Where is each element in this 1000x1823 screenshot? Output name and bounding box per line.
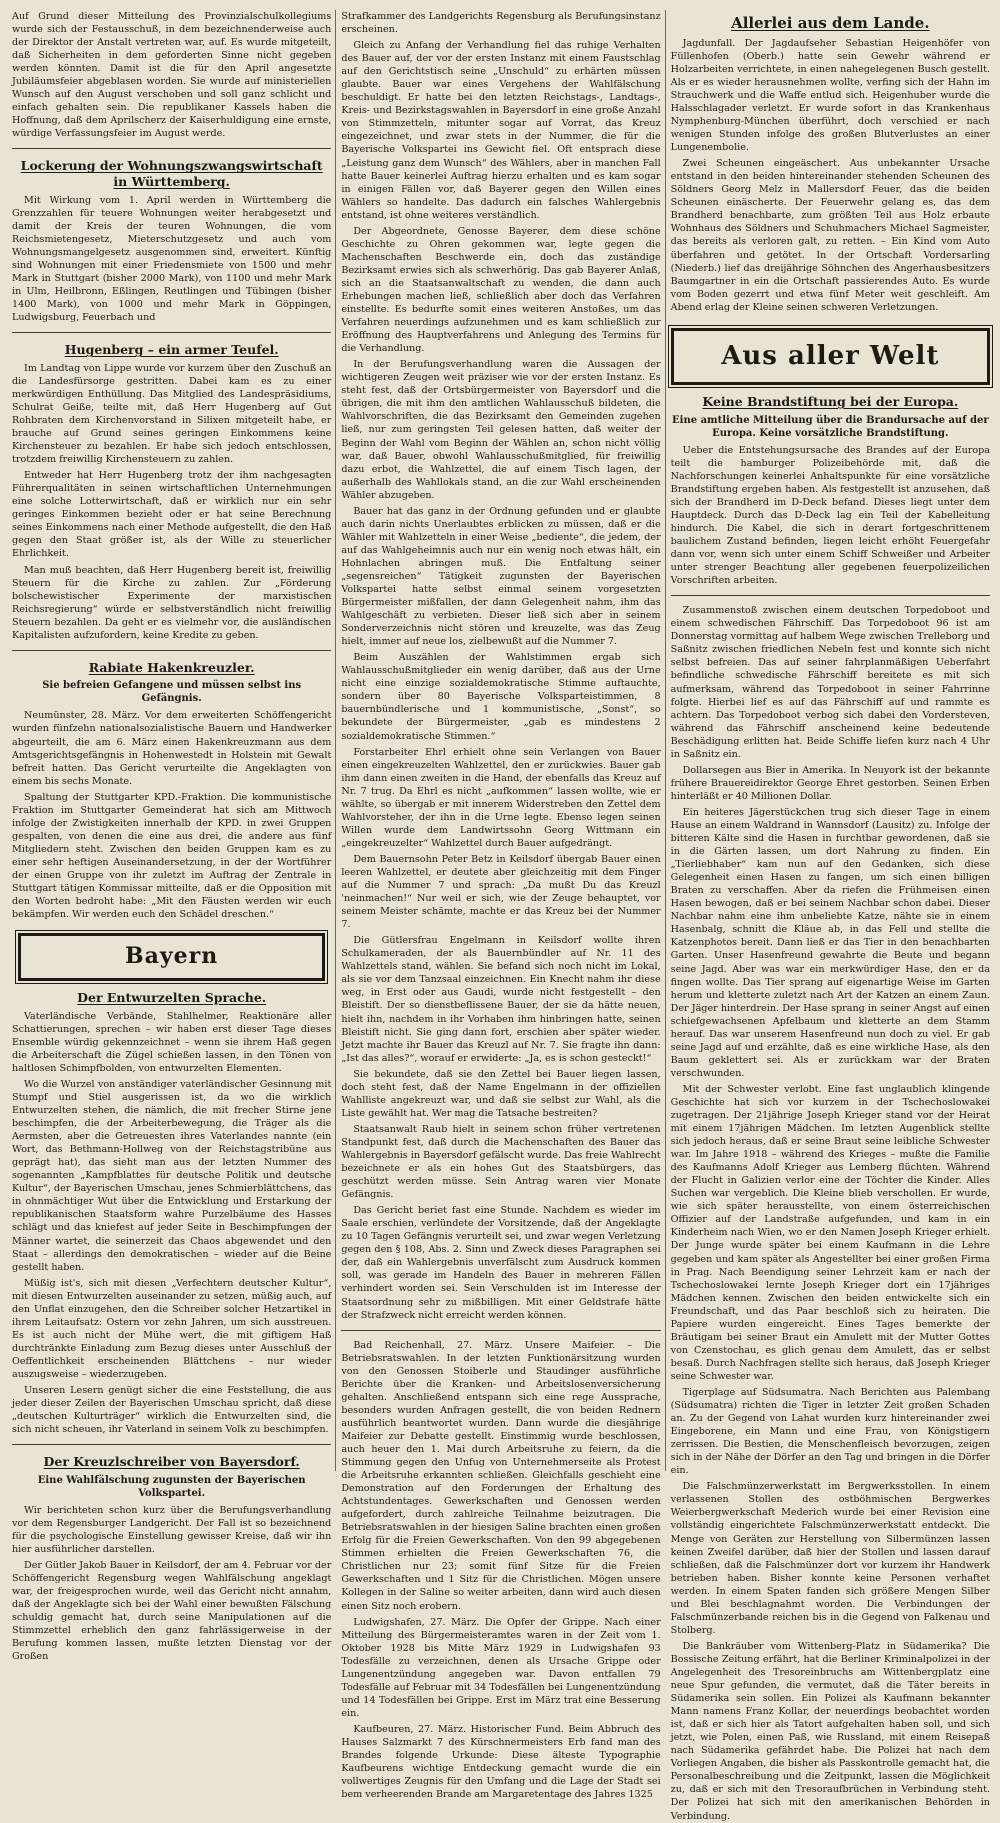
intro-paragraph: Auf Grund dieser Mitteilung des Provinzialschulkollegiums wurde sich der Festausschuß, in dem bezeichnenderweise auch der Direktor der Anstalt vertreten war, auf. Es wurde mitgeteilt, daß Sicherheiten in dem geforderten Sinne nicht gegeben werden könnten. Damit ist die für den April angesetzte Jubiläumsfeier abgeblasen worden. Sie wurde auf ministeriellen Wunsch auf den August verschoben und soll ganz schlicht und einfach gehalten sein. Die republikaner Kassels haben die Hoffnung, daß dem Aprilscherz der Kaiserhuldigung eine ernste, würdige Verfassungsfeier im August werde. xyxy=(12,11,332,140)
news-item: Mit der Schwester verlobt. Eine fast unglaublich klingende Geschichte hat sich vor kurzem in der Tschechoslowakei zugetragen. Der 21jährige Joseph Krieger stand vor der Heirat mit einem 17jährigen Mädchen. Im letzten Augenblick stellte sich jedoch heraus, daß er seine Braut seine leibliche Schwester war. Im Jahre 1918 – während des Krieges – mußte die Familie des Kaufmanns Adolf Krieger aus Lemberg flüchten. Während der Flucht in Galizien verlor eine der Töchter die Kinder. Alles Suchen war vergeblich. Die Kleine blieb verschollen. Er wurde, wie sich später herausstellte, von einem österreichischen Offizier auf der Landstraße aufgefunden, und kam in ein Kinderheim nach Wien, wo er den Namen Joseph Krieger erhielt. Der Junge wurde später bei einem Kaufmann in die Lehre gegeben und kam später als Angestellter bei einer großen Firma in Prag. Nach Beendigung seiner Lehrzeit kam er nach der Tschechoslowakei lernte Joseph Krieger dort ein 17jähriges Mädchen kennen. Zwischen den beiden entwickelte sich ein Freundschaft, und das Paar beschloß sich zu heiraten. Die Papiere wurden eingereicht. Eines Tages bemerkte der Bräutigam bei seiner Braut ein Amulett mit der Mutter Gottes von Czenstochau, es glich genau dem Amulett, das er selbst besaß. Durch Nachfragen stellte sich heraus, daß Joseph Krieger seine Schwester war. xyxy=(670,1083,990,1382)
section-header-bayern: Bayern xyxy=(18,933,325,981)
news-item: Dollarsegen aus Bier in Amerika. In Neuyork ist der bekannte frühere Brauereidirektor George Ehret gestorben. Seinen Erben hinterläßt er 40 Millionen Dollar. xyxy=(670,764,990,802)
article-subtitle: Eine Wahlfälschung zugunsten der Bayerischen Volkspartei. xyxy=(37,1474,306,1499)
article-paragraph: Entweder hat Herr Hugenberg trotz der ihm nachgesagten Führerqualitäten in seinen wirtschaftlichen Unternehmungen eine solche Lotterwirtschaft, daß er wirklich nur ein sehr geringes Einkommen bezieht oder er hat seine Berechnung seines Einkommens nach einer Methode aufgestellt, die den Haß gegen den Staat größer ist, als der Wille zu steuerlicher Ehrlichkeit. xyxy=(12,470,332,560)
article-title-entwurzelten: Der Entwurzelten Sprache. xyxy=(77,990,267,1006)
section-header-aus-aller-welt: Aus aller Welt xyxy=(671,328,990,385)
article-paragraph: Unseren Lesern genügt sicher die eine Feststellung, die aus jeder dieser Zeilen der Bayerischen Umschau spricht, daß diese „deutschen Kulturträger“ wirklich die Entwurzelten sind, die sich nicht scheuen, ihr Vaterland in seinem Volk zu beschimpfen. xyxy=(12,1385,332,1436)
news-item: Tigerplage auf Südsumatra. Nach Berichten aus Palembang (Südsumatra) richten die Tiger in letzter Zeit großen Schaden an. Zu der Gegend von Lahat wurden kurz hintereinander zwei Eingeborene, ein Mann und eine Frau, von Königstigern zerrissen. Die Bestien, die Menschenfleisch bevorzugen, zeigen sich in der Nähe der Dörfer an den Tag und bringen in die Dörfer ein. xyxy=(670,1387,990,1477)
news-item: Kaufbeuren, 27. März. Historischer Fund. Beim Abbruch des Hauses Salzmarkt 7 des Kürschnermeisters Erb fand man des Brandes folgende Urkunde: Diese älteste Typographie Kaufbeurens wichtige Entdeckung gemacht wurde die ein vollwertiges Zeugnis für den Umfang und die Lage der Stadt sei bem verheerenden Brande am Margaretentage des Jahres 1325 xyxy=(341,1723,661,1801)
news-item: Ein heiteres Jägerstückchen trug sich dieser Tage in einem Hause an einem Waldrand in Wannsdorf (Lausitz) zu. Infolge der bitteren Kälte sind die Hasen in furchtbar gewordenen, daß sie in die Gärten lassen, um dort Nahrung zu finden. Ein „Tierliebhaber“ kam nun auf den Gedanken, sich diese Gelegenheit einen Hasen zu fangen, um sich einen billigen Braten zu verschaffen. Aber da riefen die Frühmeisen einen Hasen bewogen, daß er bei seinem Nachbar schon dabei. Dieser Nachbar nahm eine ihm unbeliebte Katze, nähte sie in einem Hasenbalg, schnitt die Kläue ab, in das Fell und stellte die Katzenphotos bereit. Dann ließ er das Tier in den benachbarten Garten. Unser Hasenfreund gewahrte die Beute und begann seine Jagd. Aber was war ein merkwürdiger Hase, den er da fingen wollte. Das Tier sprang auf eigenartige Weise im Garten herum und kletterte zuletzt nach Art der Katzen an einem Zaun. Der Jäger hinterdrein. Der Hase sprang in seiner Angst auf einen schiefgewachsenen Apfelbaum und kletterte an dem Stamm herauf. Das war unserem Hasenfreund nun doch zu viel. Er gab seine Jagd auf und erzählte, daß es eine wirkliche Hase, als den Baum geklettert sei. Als er zurückkam war der Braten verschwunden. xyxy=(670,806,990,1079)
article-paragraph: In der Berufungsverhandlung waren die Aussagen der wichtigeren Zeugen weit präziser wie vor der ersten Instanz. Es steht fest, daß der Ortsbürgermeister von Bayersdorf und die übrigen, die mit ihm den amtlichen Wahlausschuß bildeten, die Wahlvorschriften, die das Bezirksamt den Gemeinden zugehen ließ, nur zum geringsten Teil gelesen hatten, daß weiter der Beginn der Wahl vom Beginn der Wählen an, schon nicht völlig war, daß Bauer, obwohl Wahlausschußmitglied, für freiwillig dazu erbot, die Wahlzettel, die auf einem Tisch lagen, der außerhalb des Wahllokals stand, an die zur Wahl erscheinenden Wähler abzugeben. xyxy=(341,359,661,501)
article-paragraph: Beim Auszählen der Wahlstimmen ergab sich Wahlausschußmitglieder ein wenig darüber, daß aus der Urne nicht eine einzige sozialdemokratische Stimme auftauchte, sondern über 80 Bayerische Volksparteistimmen, 8 bauernbündlerische und 1 kommunistische, „Sonst“, so bekundete der Bürgermeister, „gab es mindestens 2 sozialdemokratische Stimmen.“ xyxy=(341,652,661,742)
article-paragraph: Ueber die Entstehungsursache des Brandes auf der Europa teilt die hamburger Polizeibehörde mit, daß die Nachforschungen keinerlei Anhaltspunkte für eine vorsätzliche Brandstiftung ergeben haben. Als festgestellt ist anzusehen, daß sich der Brandherd im D-Deck befand. Dieses liegt unter dem Hauptdeck. Durch das D-Deck lag ein Teil der Kabelleitung hindurch. Die Kabel, die sich in derart fortgeschrittenem baulichem Zustand befinden, liegen leicht erhöht Feuergefahr dann vor, wenn sich unter einem Schiff Schweißer und Arbeiter unter strenger Beachtung aller gegebenen feuerpolizeilichen Vorschriften arbeiten. xyxy=(670,444,990,587)
article-paragraph: Dem Bauernsohn Peter Betz in Keilsdorf übergab Bauer einen leeren Wahlzettel, er deutete aber gleichzeitig mit dem Finger auf die Nummer 7 und sprach: „Da mußt Du das Kreuzl 'neinmachen!“ Nur weil er sich, wie der Zeuge behauptet, vor seinem Meister schämte, machte er das Kreuz bei der Nummer 7. xyxy=(341,853,661,931)
article-title-hugenberg: Hugenberg – ein armer Teufel. xyxy=(64,342,279,358)
column-middle xyxy=(341,10,661,1801)
article-paragraph: Sie bekundete, daß sie den Zettel bei Bauer liegen lassen, doch steht fest, daß der Name Engelmann in der offiziellen Wahlliste angekreuzt war, und daß sie selbst zur Wahl, als die Liste gewählt hat. Wer mag die Tatsache bestreiten? xyxy=(341,1068,661,1119)
article-paragraph: Spaltung der Stuttgarter KPD.-Fraktion. Die kommunistische Fraktion im Stuttgarter Gemeinderat hat sich am Mittwoch infolge der Zwistigkeiten innerhalb der KPD. in zwei Gruppen gespalten, von denen die eine aus drei, die andere aus fünf Mitgliedern steht. Zwischen den beiden Gruppen kam es zu einer sehr heftigen Auseinandersetzung, in der der Wortführer der einen Gruppe von ihr zuletzt im Auftrag der Zentrale in Stuttgart tätigen Kommissar mitteilte, daß er die Opposition mit den Worten bedroht habe: „Mit den Fäusten werden wir euch bekämpfen. Wir werden euch den Schädel dreschen.“ xyxy=(12,791,332,921)
article-paragraph: Die Gütlersfrau Engelmann in Keilsdorf wollte ihren Schulkameraden, der als Bauernbündler auf Nr. 11 des Wahlzettels stand, wählen. Sie befand sich noch nicht im Lokal, als sie vor dem Tanzsaal einzeichnen. Ein Knecht nahm ihr diese weg, in Erst oder aus Gaudi, wurde nicht festgestellt – den Bleistift. Der so dienstbeflissene Bauer, der sie da hätte neuen, hielt ihn, nachdem in ihr Vorhaben ihm hinbringen hatte, seinen Bleistift nicht. Sie ging dann fort, erschien aber später wieder. Jetzt machte ihr Bauer das Kreuzl auf Nr. 7. Sie fragte ihn dann: „Ist das alles?“, worauf er erwiderte: „Ja, es is schon gesteckt!“ xyxy=(341,935,661,1064)
column-left xyxy=(12,10,332,1663)
article-paragraph: Wir berichteten schon kurz über die Berufungsverhandlung vor dem Regensburger Landgericht. Der Fall ist so bezeichnend für die psychologische Einstellung gewisser Kreise, daß wir ihn hier ausführlicher darstellen. xyxy=(12,1504,332,1555)
divider xyxy=(12,332,331,333)
divider xyxy=(341,1330,660,1331)
divider xyxy=(12,650,331,651)
news-item: Zwei Scheunen eingeäschert. Aus unbekannter Ursache entstand in den beiden hintereinander stehenden Scheunen des Söldners Georg Melz in Mallersdorf Feuer, das die beiden Scheunen einäscherte. Der Feuerwehr gelang es, das dem Brandherd benachbarte, zum größten Teil aus Holz erbaute Wohnhaus des Söldners und Schuhmachers Michael Sagmeister, das bereits als verloren galt, zu retten. – Ein Kind vom Auto überfahren und getötet. In der Ortschaft Vordersarling (Niederb.) lief das dreijährige Söhnchen des Angerhausbesitzers Baumgartner in ein die Ortschaft passierendes Auto. Es wurde vom Boden gezerrt und etwa fünf Meter weit geschleift. Am Abend erlag der Kleine seinen schweren Verletzungen. xyxy=(670,158,990,313)
divider xyxy=(12,148,331,149)
article-paragraph: Das Gericht beriet fast eine Stunde. Nachdem es wieder im Saale erschien, verlündete der Vorsitzende, daß der Angeklagte zu 10 Tagen Gefängnis verurteilt sei, und zwar wegen Verletzung gegen den § 108, Abs. 2. Sinn und Zweck dieses Paragraphen sei der, daß ein Wahlergebnis unverfälscht zum Ausdruck kommen soll, was gerade im Handeln des Bauer in mehreren Fällen verhindert worden sei. Sein Verschulden ist im Interesse der Staatsordnung sehr zu mißbilligen. Mit einer Geldstrafe hätte der Strafzweck nicht erreicht werden können. xyxy=(341,1205,661,1321)
article-paragraph: Der Gütler Jakob Bauer in Keilsdorf, der am 4. Februar vor der Schöffengericht Regensburg wegen Wahlfälschung angeklagt war, der freigesprochen wurde, weil das Gericht nicht annahm, daß der Angeklagte sich bei der Wahl einer bewußten Fälschung schuldig gemacht hat, durch seine Manipulationen auf die Stimmzettel erheblich den ganz fahrlässigerweise in der Berufung kommen lassen, mußte letzten Dienstag vor der Großen xyxy=(12,1560,332,1663)
article-title-hakenkreuzler: Rabiate Hakenkreuzler. xyxy=(88,659,255,675)
article-paragraph: Müßig ist's, sich mit diesen „Verfechtern deutscher Kultur“, mit diesen Entwurzelten auseinander zu setzen, müßig auch, auf den Unflat einzugehen, den die Schreiber solcher Hetzartikel in ihrem Leitaufsatz: Ostern vor zehn Jahren, um sich ausstreuen. Es ist auch nicht der Mühe wert, die mit giftigem Haß durchtränkte Einladung zum Bezug dieses unter Ausschluß der Oeffentlichkeit erscheinenden Blättchens – nur wieder auszugsweise – wiederzugeben. xyxy=(12,1277,332,1380)
article-title-kreuzlschreiber: Der Kreuzlschreiber von Bayersdorf. xyxy=(43,1454,300,1470)
news-item: Die Bankräuber vom Wittenberg-Platz in Südamerika? Die Bossische Zeitung erfährt, hat die Berliner Kriminalpolizei in der Angelegenheit des Tresoreinbruchs am Wittenbergplatz eine neue Spur gefunden, die vermutet, daß die Täter bereits in Südamerika sein sollen. Ein Polizei als Kaufmann bekannter Mann namens Franz Kollar, der neuerdings beobachtet worden ist, daß er sich hier als Tatort aufgehalten haben soll, und sich jetzt, wie Polen, einen Paß, wie Russland, mit einem Reisepaß nach Südamerika gefährdet habe. Die Polizei hat nach dem Vorliegen Angaben, die bisher als Passkontrolle gemacht hat, die Personalbeschreibung und die Zeitpunkt, lassen die Möglichkeit zu, daß er sich mit den Tresoraufbrüchen in Verbindung steht. Der Polizei hat sich mit den amerikanischen Behörden in Verbindung. xyxy=(670,1640,990,1822)
divider xyxy=(671,595,990,596)
news-item: Bad Reichenhall, 27. März. Unsere Maifeier. – Die Betriebsratswahlen. In der letzten Funktionärsitzung wurden von den Genossen Stoiberle und Staudinger ausführliche Berichte über die Kranken- und Arbeitslosenversicherung gehalten. Anschließend entspann sich eine rege Aussprache, besonders wurden Anfragen gestellt, die von beiden Rednern ausführlich beantwortet wurden. Dann wurde die diesjährige Maifeier zur Debatte gestellt. Einstimmig wurde beschlossen, auch heuer den 1. Mai durch Arbeitsruhe zu feiern, da die Stimmung gegen den Unfug von Unternehmerseite als Protest die Arbeitsruhe erkannten schließen. Gleichfalls geschieht eine Demonstration auf den Forderungen der Erhaltung des Achtstundentages. Gewerkschaften und Genossen werden aufgefordert, durch zahlreiche Teilnahme beizutragen. Die Betriebsratswahlen in der hiesigen Saline brachten einen großen Erfolg für die Freien Gewerkschaften. Von den 99 abgegebenen Stimmen erhielten die Freien Gewerkschaften 76, die Christlichen nur 23; somit fünf Sitze für die Freien Gewerkschaften und 1 Sitz für die Christlichen. Mögen unsere Kollegen in der Saline so weiter arbeiten, dann wird auch diesen einen Sitz noch erobern. xyxy=(341,1339,661,1612)
article-title-wohnung: Lockerung der Wohnungszwangswirtschaft in Württemberg. xyxy=(20,158,323,190)
article-paragraph: Man muß beachten, daß Herr Hugenberg bereit ist, freiwillig Steuern für die Kirche zu zahlen. Zur „Förderung bolschewistischer Experimente der marxistischen Reichsregierung“ würde er selbstverständlich nicht freiwillig Steuern bezahlen. Da geht er es vielmehr vor, die ausländischen Kapitalisten aufzufordern, keine Kredite zu geben. xyxy=(12,564,332,641)
article-paragraph: Der Abgeordnete, Genosse Bayerer, dem diese schöne Geschichte zu Ohren gekommen war, legte gegen die Machenschaften Beschwerde ein, doch das zuständige Bezirksamt erwies sich als schwerhörig. Das gab Bayerer Anlaß, sich an die Staatsanwaltschaft zu wenden, die dann auch Erhebungen machen ließ, schließlich aber doch das Verfahren einstellte. Es bedurfte somit eines weiteren Anstoßes, um das Verfahren neuerdings aufzunehmen und es kam schließlich zur Eröffnung des Hauptverfahrens und Anlegung des Termins für die Verhandlung. xyxy=(341,225,661,355)
article-title-europa: Keine Brandstiftung bei der Europa. xyxy=(702,394,959,410)
section-header-allerlei: Allerlei aus dem Lande. xyxy=(731,14,930,32)
article-subtitle: Eine amtliche Mitteilung über die Brandursache auf der Europa. Keine vorsätzliche Brandstiftung. xyxy=(672,414,989,439)
article-paragraph: Staatsanwalt Raub hielt in seinem schon früher vertretenen Standpunkt fest, daß durch die Machenschaften des Bauer das Wahlergebnis in Bayersdorf gefälscht wurde. Das freie Wahlrecht bezeichnete er als ein hohes Gut des Staatsbürgers, das geschützt werden müsse. Sein Antrag waren vier Monate Gefängnis. xyxy=(341,1123,661,1201)
article-paragraph: Wo die Wurzel von anständiger vaterländischer Gesinnung mit Stumpf und Stiel ausgerissen ist, da wo die wirklich Entwurzelten stehen, die nämlich, die mit frecher Stirne jene beschimpfen, die der Arbeiterbewegung, die Träger als die Aermsten, aber die Getreuesten ihres Vaterlandes nannte (ein Wort, das Bethmann-Hollweg von der Reichstagstribüne aus geprägt hat), das sieht man aus der letzten Nummer des sogenannten „Kampfblattes für deutsche Politik und deutsche Kultur“, der Bayerischen Umschau, jenes Schmierblättchens, das in ohnmächtiger Wut über die Entwicklung und Erstarkung der republikanischen Staatsform wahre Purzelbäume des Hasses schlägt und das kniefest auf jeder Seite in Beschimpfungen der Männer wartet, die seinerzeit das Chaos abgewendet und den Staat – allerdings den demokratischen – wieder auf die Beine gestellt haben. xyxy=(12,1078,332,1273)
article-paragraph: Im Landtag von Lippe wurde vor kurzem über den Zuschuß an die Landesfürsorge gestritten. Dabei kam es zu einer merkwürdigen Enthüllung. Das Mitglied des Landespräsidiums, Schulrat Geiße, teilte mit, daß Herr Hugenberg auf Gut Rohbraten dem Kirchenvorstand in Silixen mitgeteilt habe, er brauche auf Grund seines geringen Einkommens keine Kirchensteuer zu bezahlen. Er habe sich jedoch entschlossen, trotzdem freiwillig Kirchensteuern zu zahlen. xyxy=(12,362,332,466)
article-subtitle: Sie befreien Gefangene und müssen selbst ins Gefängnis. xyxy=(42,680,302,705)
column-right xyxy=(670,10,990,1822)
article-paragraph: Forstarbeiter Ehrl erhielt ohne sein Verlangen von Bauer einen eingekreuzelten Wahlzettel, den er zurückwies. Bauer gab ihm dann einen zweiten in die Hand, der ebenfalls das Kreuz auf Nr. 7 trug. Da Ehrl es nicht „aufkommen“ lassen wollte, wie er wählte, so übergab er mit innerem Widerstreben den Zettel dem Wahlvorsteher, der ihn in die Urne legte. Ebenso legen seinen Willen wurde dem Landwirtssohn Georg Wittmann ein „eingekreuzelter“ Wahlzettel durch Bauer aufgedrängt. xyxy=(341,746,661,849)
divider xyxy=(12,1444,331,1445)
article-paragraph: Mit Wirkung vom 1. April werden in Württemberg die Grenzzahlen für teuere Wohnungen weiter herabgesetzt und damit der Kreis der teuren Wohnungen, die vom Reichsmietengesetz, Mieterschutzgesetz und auch vom Wohnungsmangelgesetz ausgenommen sind, erweitert. Künftig sind Wohnungen mit einer Friedensmiete von 1500 und mehr Mark in Stuttgart (bisher 2000 Mark), von 1100 und mehr Mark in Ulm, Heilbronn, Eßlingen, Reutlingen und Tübingen (bisher 1400 Mark), von 1000 und mehr Mark in Göppingen, Ludwigsburg, Feuerbach und xyxy=(12,194,332,324)
article-paragraph: Vaterländische Verbände, Stahlhelmer, Reaktionäre aller Schattierungen, sprechen – wir haben erst dieser Tage dieses Ensemble würdig gekennzeichnet – wenn sie ihrem Haß gegen die Arbeiterschaft die Zügel schießen lassen, in den Tönen von haltlosen Schimpfbolden, von entwurzelten Elementen. xyxy=(12,1010,332,1074)
news-item: Die Falschmünzerwerkstatt im Bergwerksstollen. In einem verlassenen Stollen des ostböhmischen Bergwerkes Weierbergwerkschaft Mederich wurde bei einer Revision eine vollständig eingerichtete Falschmünzerwerkstatt entdeckt. Die Menge von Geräten zur Herstellung von Silbermünzen lassen keinen Zweifel darüber, daß hier der Stollen und lassen darauf schließen, daß die Falschmünzer dort vor kurzem ihr Handwerk betrieben haben. Bisher konnte keine Personen verhaftet werden. In einem Spaten fanden sich größere Mengen Silber und Blei beschlagnahmt worden. Die Verbindungen der Falschmünzerbande reichen bis in die Gegend von Falkenau und Stolberg. xyxy=(670,1481,990,1636)
news-item: Jagdunfall. Der Jagdaufseher Sebastian Heigenhöfer von Füllenhofen (Oberb.) hatte sein Gewehr während er Holzarbeiten verrichtete, in einen nahegelegenen Busch gestellt. Als er es wieder herausnehmen wollte, verfing sich der Hahn im Strauchwerk und die Waffe entlud sich. Heigenhuber wurde die Halsschlagader verletzt. Er wurde sofort in das Krankenhaus Nymphenburg-München überführt, doch verschied er nach wenigen Stunden infolge des großen Blutverlustes an einer Lungenembolie. xyxy=(670,37,990,154)
article-paragraph: Strafkammer des Landgerichts Regensburg als Berufungsinstanz erscheinen. xyxy=(341,11,661,36)
news-item: Zusammenstoß zwischen einem deutschen Torpedoboot und einem schwedischen Fährschiff. Das Torpedoboot 96 ist am Donnerstag vormittag auf halbem Wege zwischen Trelleborg und Saßnitz zwischen friedlichen Nebeln fest und konnte sich nicht selbst befreien. Das auf seiner fahrplanmäßigen Ueberfahrt befindliche schwedische Fährschiff bereitete es mit sich aufmerksam, während das Torpedoboot in seiner Fahrrinne folgte. Hierbei lief es auf das Fährschiff auf und rammte es achtern. Das Torpedoboot verbog sich dabei den Vordersteven, während das Fährschiff anscheinend keine bedeutende Beschädigung erlitten hat. Beide Schiffe liefen kurz nach 4 Uhr in Saßnitz ein. xyxy=(670,605,990,760)
article-paragraph: Gleich zu Anfang der Verhandlung fiel das ruhige Verhalten des Bauer auf, der vor der ersten Instanz mit einem Faustschlag auf den Gerichtstisch seine „Unschuld“ zu erhärten müssen glaubte. Bauer war eines Vergehens der Wahlfälschung beschuldigt. Er hatte bei den letzten Reichstags-, Landtags-, Kreis- und Bezirkstagswahlen in Bayersdorf in eine große Anzahl von Stimmzetteln, mitunter sogar auf Vorrat, das Kreuz eingezeichnet, und zwar stets in der Nummer, die für die Bayerische Volkspartei ins Gewicht fiel. Oft entsprach diese „Leistung ganz dem Wunsch“ des Wählers, aber in manchen Fall hatte Bauer keinerlei Auftrag hierzu erhalten und es kam sogar in einigen Fällen vor, daß Bayerer gegen den Willen eines Wählers so handelte. Das dadurch ein falsches Wahlergebnis entstand, ist ohne weiteres verständlich. xyxy=(341,40,661,221)
article-paragraph: Bauer hat das ganz in der Ordnung gefunden und er glaubte auch darin nichts Unerlaubtes erblicken zu müssen, daß er die Wähler mit Wahlzetteln in einer Weise „bediente“, die jedem, der auf das Wahlgeheimnis auch nur ein wenig noch etwas hält, ein Hohnlachen abringen muß. Die Entfaltung seiner „segensreichen“ Tätigkeit zugunsten der Bayerischen Volkspartei hatte selbst einmal seinem vorgesetzten Bürgermeister mißfallen, der dann Gelegenheit nahm, ihm das Wahlgeschäft zu verbieten. Dieser ließ sich aber in seinem Sonderverzeichnis nicht stören und kreuzelte, was das Zeug hielt, immer auf neue los, zielbewußt auf die Nummer 7. xyxy=(341,505,661,648)
article-paragraph: Neumünster, 28. März. Vor dem erweiterten Schöffengericht wurden fünfzehn nationalsozialistische Bauern und Handwerker abgeurteilt, die am 6. März einen Hakenkreuzmann aus dem Amtsgerichtsgefängnis in Hohenwestedt in Holstein mit Gewalt befreit hatten. Das Gericht verurteilte die Angeklagten von einem bis sechs Monate. xyxy=(12,710,332,787)
news-item: Ludwigshafen, 27. März. Die Opfer der Grippe. Nach einer Mitteilung des Bürgermeisteramtes waren in der Zeit vom 1. Oktober 1928 bis Mitte März 1929 in Ludwigshafen 93 Todesfälle zu verzeichnen, denen als Ursache Grippe oder Lungenentzündung angegeben war. Davon entfallen 79 Todesfälle auf Februar mit 34 Todesfällen bei Lungenentzündung und 14 Todesfällen bei Grippe. Erst im März trat eine Besserung ein. xyxy=(341,1616,661,1719)
